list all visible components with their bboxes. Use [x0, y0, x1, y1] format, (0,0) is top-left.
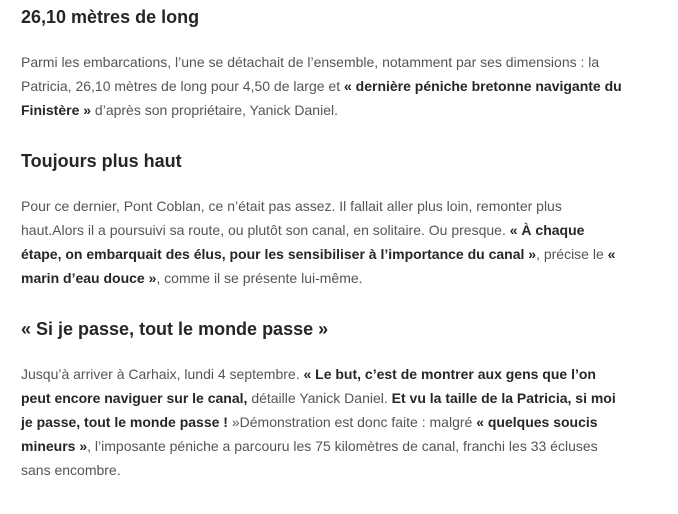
- section-heading: 26,10 mètres de long: [21, 7, 200, 27]
- paragraph-text-run: »Démonstration est donc faite : malgré: [227, 414, 477, 430]
- paragraph-text-run: Parmi les embarcations, l’une se détachait de l’ensemble, notamment par ses dimensions : la Patricia, 26,10 mètres de long pour 4,50 de large et: [21, 54, 600, 94]
- section-paragraph: [21, 362, 623, 482]
- paragraph-bold-run: « marin d’eau douce »: [21, 246, 616, 286]
- section-paragraph: [21, 194, 623, 290]
- article-section-toujours-plus-haut: [21, 150, 623, 290]
- paragraph-text-run: , comme il se présente lui-même.: [156, 270, 363, 286]
- paragraph-bold-run: « Le but, c’est de montrer aux gens que l’on peut encore naviguer sur le canal,: [21, 366, 596, 406]
- section-paragraph: [21, 50, 623, 122]
- paragraph-bold-run: « dernière péniche bretonne navigante du Finistère »: [21, 78, 622, 118]
- paragraph-text-run: , l’imposante péniche a parcouru les 75 kilomètres de canal, franchi les 33 écluses sans encombre.: [21, 438, 598, 478]
- paragraph-text-run: détaille Yanick Daniel.: [251, 390, 392, 406]
- article-section-si-je-passe: [21, 318, 623, 482]
- paragraph-text-run: , précise le: [536, 246, 608, 262]
- paragraph-text-run: Jusqu’à arriver à Carhaix, lundi 4 septembre.: [21, 366, 304, 382]
- paragraph-bold-run: « À chaque étape, on embarquait des élus, pour les sensibiliser à l’importance du canal »: [21, 222, 585, 262]
- article-page: [0, 6, 678, 514]
- paragraph-bold-run: Et vu la taille de la Patricia, si moi je passe, tout le monde passe !: [21, 390, 616, 430]
- section-heading: Toujours plus haut: [21, 151, 182, 171]
- paragraph-text-run: Pour ce dernier, Pont Coblan, ce n’était pas assez. Il fallait aller plus loin, remonter plus haut.Alors il a poursuivi sa route, ou plutôt son canal, en solitaire. Ou presque.: [21, 198, 562, 238]
- paragraph-text-run: d’après son propriétaire, Yanick Daniel.: [91, 102, 338, 118]
- section-heading: « Si je passe, tout le monde passe »: [21, 319, 329, 339]
- article-section-dimensions: [21, 6, 623, 122]
- article-body: [0, 6, 640, 482]
- paragraph-bold-run: « quelques soucis mineurs »: [21, 414, 598, 454]
